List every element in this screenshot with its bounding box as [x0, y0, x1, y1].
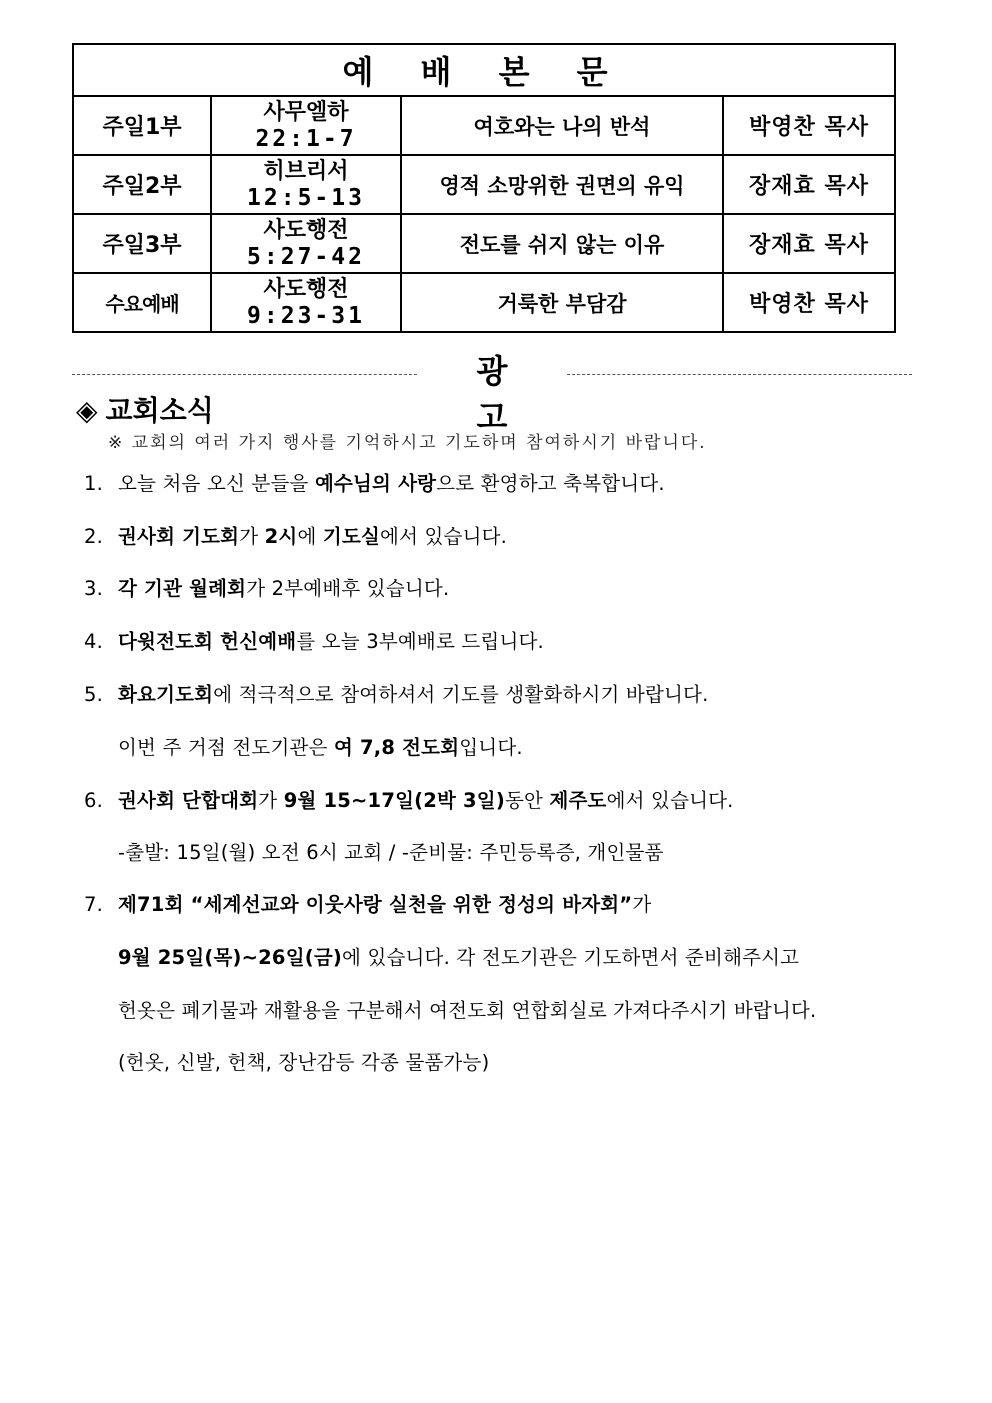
- ads-title: 광고: [476, 352, 544, 436]
- preacher: 박영찬 목사: [723, 273, 895, 332]
- list-item: 7. 제71회 “세계선교와 이웃사랑 실천을 위한 정성의 바자회”가: [84, 893, 652, 916]
- dashed-divider: [567, 374, 912, 375]
- scripture: [211, 155, 401, 214]
- list-item: 3. 각 기관 월례회가 2부예배후 있습니다.: [84, 577, 450, 600]
- scripture: [211, 214, 401, 273]
- service-name: 주일1부: [73, 96, 211, 155]
- scripture: [211, 96, 401, 155]
- preacher: 장재효 목사: [723, 155, 895, 214]
- list-item: 5. 화요기도회에 적극적으로 참여하셔서 기도를 생활화하시기 바랍니다.: [84, 683, 709, 706]
- service-name: 주일2부: [73, 155, 211, 214]
- dashed-divider: [72, 374, 417, 375]
- scripture-verse: 5:27-42: [247, 243, 365, 270]
- list-item: 4. 다윗전도회 헌신예배를 오늘 3부예배로 드립니다.: [84, 630, 544, 653]
- sermon-title: 거룩한 부담감: [401, 273, 723, 332]
- list-item: 6. 권사회 단합대회가 9월 15~17일(2박 3일)동안 제주도에서 있습니다.: [84, 789, 734, 812]
- list-item: 1. 오늘 처음 오신 분들을 예수님의 사랑으로 환영하고 축복합니다.: [84, 472, 665, 495]
- table-row: [73, 96, 895, 155]
- list-item: 헌옷은 폐기물과 재활용을 구분해서 여전도회 연합회실로 가져다주시기 바랍니다.: [118, 999, 817, 1022]
- scripture-verse: 9:23-31: [247, 302, 365, 329]
- table-row: [73, 273, 895, 332]
- sermon-title: 여호와는 나의 반석: [401, 96, 723, 155]
- section-heading: [76, 389, 214, 429]
- sermon-table: [72, 43, 896, 333]
- scripture-book: 사도행전: [263, 217, 349, 243]
- list-item: 2. 권사회 기도회가 2시에 기도실에서 있습니다.: [84, 525, 508, 548]
- scripture-verse: 22:1-7: [255, 125, 357, 152]
- service-name: 수요예배: [73, 273, 211, 332]
- scripture-book: 사무엘하: [263, 99, 349, 125]
- preacher: 박영찬 목사: [723, 96, 895, 155]
- scripture-book: 사도행전: [263, 276, 349, 302]
- list-item: 9월 25일(목)~26일(금)에 있습니다. 각 전도기관은 기도하면서 준비해주시고: [118, 946, 800, 969]
- diamond-icon: ◈: [76, 394, 98, 427]
- preacher: 장재효 목사: [723, 214, 895, 273]
- section-heading-label: 교회소식: [105, 394, 214, 427]
- sermon-title: 전도를 쉬지 않는 이유: [401, 214, 723, 273]
- scripture-verse: 12:5-13: [247, 184, 365, 211]
- table-row: [73, 214, 895, 273]
- service-name: 주일3부: [73, 214, 211, 273]
- list-item: (헌옷, 신발, 헌책, 장난감등 각종 물품가능): [118, 1051, 490, 1074]
- list-item: 이번 주 거점 전도기관은 여 7,8 전도회입니다.: [118, 736, 523, 759]
- scripture-book: 히브리서: [263, 158, 349, 184]
- sermon-title: 영적 소망위한 권면의 유익: [401, 155, 723, 214]
- list-item: -출발: 15일(월) 오전 6시 교회 / -준비물: 주민등록증, 개인물품: [118, 841, 664, 864]
- scripture: [211, 273, 401, 332]
- sermon-table-title: 예 배 본 문: [73, 44, 895, 96]
- notice-note: ※ 교회의 여러 가지 행사를 기억하시고 기도하며 참여하시기 바랍니다.: [108, 433, 707, 453]
- table-row: [73, 155, 895, 214]
